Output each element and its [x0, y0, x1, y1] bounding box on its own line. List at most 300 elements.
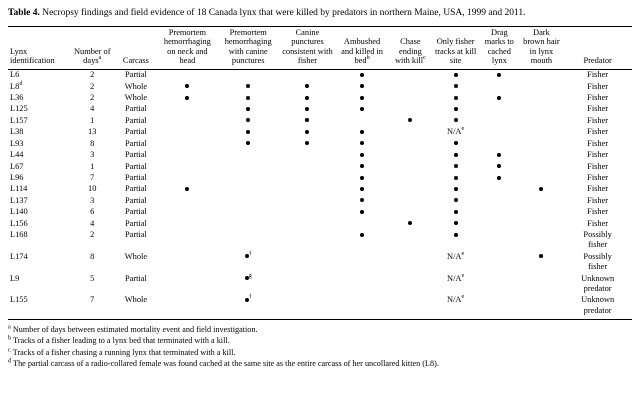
cell-predator: Unknown predator [581, 295, 615, 315]
evidence-dot [454, 84, 458, 88]
cell-premortem-canine [217, 127, 279, 138]
cell-carcass: Partial [124, 230, 147, 240]
evidence-dot [246, 118, 250, 122]
table-caption [8, 8, 632, 20]
table-caption-text: Necropsy findings and field evidence of 18 Canada lynx that were killed by predators in northern Maine, USA, 1999 and 2011. [42, 8, 526, 18]
table-caption-label: Table 4. [8, 8, 40, 18]
evidence-dot [497, 176, 501, 180]
cell-chase-kill [389, 115, 433, 126]
table-row [8, 251, 632, 273]
cell-chase-kill [389, 218, 433, 229]
cell-premortem-neck [158, 251, 217, 273]
cell-predator: Fisher [587, 161, 609, 171]
evidence-dot [246, 130, 250, 134]
cell-canine-fisher [279, 295, 335, 317]
table-row [8, 172, 632, 183]
cell-fisher-tracks [432, 69, 479, 81]
cell-days: 5 [90, 273, 95, 283]
cell-canine-fisher [279, 127, 335, 138]
evidence-dot [305, 141, 309, 145]
cell-dark-hair [520, 218, 564, 229]
cell-premortem-neck [158, 127, 217, 138]
cell-ambushed-bed [336, 207, 389, 218]
cell-days: 7 [90, 295, 95, 305]
cell-canine-fisher [279, 150, 335, 161]
table-row [8, 115, 632, 126]
necropsy-table [8, 26, 632, 317]
evidence-dot [497, 153, 501, 157]
footnote-b: $^b$ Tracks of a fisher leading to a lynx bed that terminated with a kill. [8, 335, 230, 346]
table-row [8, 92, 632, 103]
cell-ambushed-bed [336, 230, 389, 252]
table-row [8, 150, 632, 161]
cell-carcass: Whole [124, 295, 148, 305]
cell-premortem-neck [158, 172, 217, 183]
evidence-dot [360, 73, 364, 77]
cell-fisher-tracks [432, 138, 479, 149]
cell-dark-hair [520, 150, 564, 161]
cell-canine-fisher [279, 230, 335, 252]
cell-carcass: Partial [124, 127, 147, 137]
cell-canine-fisher [279, 207, 335, 218]
cell-premortem-neck [158, 195, 217, 206]
cell-premortem-neck [158, 69, 217, 81]
cell-canine-fisher [279, 92, 335, 103]
col-header-fisher-tracks: Only fisher tracks at kill site [434, 37, 477, 66]
cell-fisher-tracks: $N/A^e$ [447, 125, 465, 137]
cell-premortem-canine [217, 207, 279, 218]
cell-canine-fisher [279, 195, 335, 206]
table-row [8, 127, 632, 138]
col-header-chase-kill: Chase ending with kill$^c$ [394, 37, 426, 66]
cell-premortem-canine: g [217, 273, 279, 295]
cell-dark-hair [520, 115, 564, 126]
evidence-dot [360, 233, 364, 237]
evidence-dot [497, 96, 501, 100]
cell-predator: Fisher [587, 127, 609, 137]
cell-days: 1 [90, 115, 95, 125]
evidence-dot [360, 176, 364, 180]
cell-drag-marks [479, 92, 520, 103]
cell-carcass: Partial [124, 115, 147, 125]
evidence-dot [408, 221, 412, 225]
cell-premortem-neck [158, 273, 217, 295]
cell-fisher-tracks [432, 230, 479, 252]
table-header [8, 26, 632, 69]
cell-carcass: Whole [124, 251, 148, 261]
cell-days: 7 [90, 173, 95, 183]
cell-chase-kill [389, 207, 433, 218]
cell-chase-kill [389, 69, 433, 81]
evidence-dot [454, 118, 458, 122]
cell-drag-marks [479, 104, 520, 115]
cell-drag-marks [479, 218, 520, 229]
cell-days: 2 [90, 92, 95, 102]
cell-lynx-id: L114 [10, 184, 28, 194]
cell-carcass: Partial [124, 184, 147, 194]
cell-ambushed-bed [336, 92, 389, 103]
cell-chase-kill [389, 138, 433, 149]
cell-premortem-canine [217, 104, 279, 115]
cell-lynx-id: L6 [10, 70, 20, 80]
cell-carcass: Whole [124, 81, 148, 91]
cell-ambushed-bed [336, 273, 389, 295]
cell-ambushed-bed [336, 104, 389, 115]
evidence-dot [454, 210, 458, 214]
cell-carcass: Partial [124, 104, 147, 114]
col-header-premortem-canine: Premortem hemorrhaging with canine punctures [224, 27, 272, 66]
cell-carcass: Partial [124, 207, 147, 217]
cell-premortem-canine [217, 184, 279, 195]
cell-chase-kill [389, 230, 433, 252]
table-header-row [8, 26, 632, 69]
cell-lynx-id: L157 [10, 115, 28, 125]
cell-chase-kill [389, 184, 433, 195]
cell-drag-marks [479, 115, 520, 126]
evidence-dot [246, 141, 250, 145]
cell-ambushed-bed [336, 127, 389, 138]
cell-lynx-id: L8$^d$ [10, 79, 23, 91]
evidence-dot [454, 198, 458, 202]
evidence-dot [454, 164, 458, 168]
cell-carcass: Partial [124, 150, 147, 160]
cell-carcass: Partial [124, 70, 147, 80]
evidence-dot [360, 164, 364, 168]
table-row [8, 161, 632, 172]
cell-ambushed-bed [336, 161, 389, 172]
cell-dark-hair [520, 161, 564, 172]
cell-premortem-neck [158, 218, 217, 229]
cell-ambushed-bed [336, 69, 389, 81]
evidence-dot [360, 84, 364, 88]
cell-fisher-tracks [432, 81, 479, 92]
cell-chase-kill [389, 150, 433, 161]
cell-ambushed-bed [336, 295, 389, 317]
cell-canine-fisher [279, 172, 335, 183]
cell-ambushed-bed [336, 195, 389, 206]
cell-premortem-canine [217, 69, 279, 81]
cell-lynx-id: L156 [10, 218, 28, 228]
evidence-dot [305, 107, 309, 111]
cell-lynx-id: L168 [10, 230, 28, 240]
cell-days: 4 [90, 218, 95, 228]
evidence-dot [454, 96, 458, 100]
evidence-dot [454, 176, 458, 180]
cell-premortem-neck [158, 81, 217, 92]
cell-fisher-tracks [432, 92, 479, 103]
cell-chase-kill [389, 172, 433, 183]
col-header-dark-hair: Dark brown hair in lynx mouth [523, 27, 560, 66]
cell-days: 2 [90, 230, 95, 240]
cell-drag-marks [479, 161, 520, 172]
cell-premortem-neck [158, 207, 217, 218]
cell-carcass: Whole [124, 92, 148, 102]
evidence-dot [454, 73, 458, 77]
cell-canine-fisher [279, 104, 335, 115]
cell-chase-kill [389, 251, 433, 273]
col-header-days-sup: a [98, 54, 102, 62]
cell-carcass: Partial [124, 218, 147, 228]
evidence-dot [185, 84, 189, 88]
cell-days: 10 [88, 184, 97, 194]
table-row [8, 138, 632, 149]
cell-predator: Possibly fisher [583, 251, 612, 272]
cell-chase-kill [389, 92, 433, 103]
cell-drag-marks [479, 295, 520, 317]
cell-predator: Fisher [587, 173, 609, 183]
evidence-dot [360, 96, 364, 100]
cell-chase-kill [389, 295, 433, 317]
cell-drag-marks [479, 172, 520, 183]
footnote-a: $^a$ Number of days between estimated mortality event and field investigation. [8, 324, 258, 335]
cell-fisher-tracks: $N/A^e$ [447, 293, 465, 305]
table-footnotes [8, 324, 632, 368]
cell-premortem-neck [158, 138, 217, 149]
cell-dark-hair [520, 184, 564, 195]
cell-drag-marks [479, 184, 520, 195]
cell-dark-hair [520, 273, 564, 295]
cell-drag-marks [479, 251, 520, 273]
cell-premortem-neck [158, 184, 217, 195]
cell-dark-hair [520, 127, 564, 138]
cell-premortem-canine: f [217, 295, 279, 317]
cell-days: 3 [90, 150, 95, 160]
evidence-dot [408, 118, 412, 122]
cell-lynx-id: L93 [10, 138, 24, 148]
evidence-dot [360, 107, 364, 111]
cell-carcass: Partial [124, 161, 147, 171]
cell-premortem-canine [217, 172, 279, 183]
cell-chase-kill [389, 127, 433, 138]
evidence-dot [360, 130, 364, 134]
cell-carcass: Partial [124, 173, 147, 183]
col-header-carcass: Carcass [122, 56, 149, 66]
cell-premortem-neck [158, 92, 217, 103]
evidence-dot [360, 187, 364, 191]
col-header-drag-marks: Drag marks to cached lynx [484, 27, 514, 66]
evidence-dot [454, 187, 458, 191]
cell-chase-kill [389, 104, 433, 115]
cell-premortem-canine [217, 92, 279, 103]
cell-drag-marks [479, 69, 520, 81]
cell-lynx-id: L155 [10, 295, 28, 305]
cell-chase-kill [389, 195, 433, 206]
cell-dark-hair [520, 138, 564, 149]
col-header-predator: Predator [583, 56, 612, 66]
cell-drag-marks [479, 81, 520, 92]
cell-ambushed-bed [336, 184, 389, 195]
cell-canine-fisher [279, 69, 335, 81]
evidence-dot [497, 164, 501, 168]
cell-days: 2 [90, 81, 95, 91]
cell-predator: Fisher [587, 218, 609, 228]
cell-lynx-id: L137 [10, 195, 28, 205]
evidence-dot [360, 210, 364, 214]
table-bottom-rule [8, 318, 632, 320]
cell-canine-fisher [279, 138, 335, 149]
cell-fisher-tracks [432, 184, 479, 195]
evidence-dot [305, 84, 309, 88]
cell-dark-hair [520, 172, 564, 183]
table-row [8, 195, 632, 206]
cell-fisher-tracks [432, 161, 479, 172]
evidence-dot [454, 153, 458, 157]
cell-dark-hair [520, 69, 564, 81]
evidence-dot [305, 130, 309, 134]
cell-premortem-neck [158, 161, 217, 172]
cell-premortem-canine [217, 195, 279, 206]
table-row [8, 207, 632, 218]
cell-drag-marks [479, 138, 520, 149]
cell-predator: Fisher [587, 195, 609, 205]
cell-ambushed-bed [336, 81, 389, 92]
cell-dark-hair [520, 104, 564, 115]
cell-fisher-tracks [432, 104, 479, 115]
cell-dark-hair [520, 251, 564, 273]
cell-premortem-neck [158, 150, 217, 161]
cell-predator: Possibly fisher [583, 230, 612, 250]
evidence-dot [185, 187, 189, 191]
cell-lynx-id: L36 [10, 92, 24, 102]
cell-dark-hair [520, 230, 564, 252]
cell-lynx-id: L174 [10, 251, 28, 261]
col-header-ambushed-sup: b [366, 54, 370, 62]
table-row [8, 230, 632, 252]
cell-lynx-id: L38 [10, 127, 24, 137]
cell-fisher-tracks [432, 115, 479, 126]
cell-drag-marks [479, 127, 520, 138]
table-row [8, 295, 632, 317]
evidence-dot [360, 198, 364, 202]
cell-carcass: Partial [124, 138, 147, 148]
col-header-days: Number of days$^a$ [73, 46, 111, 66]
col-header-ambushed-bed: Ambushed and killed in bed$^b$ [341, 37, 383, 66]
evidence-dot [246, 84, 250, 88]
cell-predator: Fisher [587, 81, 609, 91]
cell-drag-marks [479, 230, 520, 252]
table-row [8, 69, 632, 81]
evidence-dot [539, 187, 543, 191]
cell-lynx-id: L44 [10, 150, 24, 160]
cell-days: 6 [90, 207, 95, 217]
evidence-dot [454, 233, 458, 237]
cell-predator: Fisher [587, 104, 609, 114]
cell-chase-kill [389, 273, 433, 295]
evidence-dot [185, 96, 189, 100]
table-row [8, 104, 632, 115]
evidence-dot [360, 141, 364, 145]
cell-fisher-tracks: $N/A^e$ [447, 250, 465, 261]
cell-lynx-id: L9 [10, 273, 20, 283]
evidence-dot [246, 96, 250, 100]
cell-days: 8 [90, 138, 95, 148]
cell-canine-fisher [279, 161, 335, 172]
cell-ambushed-bed [336, 138, 389, 149]
cell-drag-marks [479, 273, 520, 295]
table-row [8, 184, 632, 195]
cell-chase-kill [389, 81, 433, 92]
cell-fisher-tracks [432, 150, 479, 161]
cell-ambushed-bed [336, 172, 389, 183]
cell-predator: Fisher [587, 184, 609, 194]
cell-canine-fisher [279, 218, 335, 229]
cell-predator: Fisher [587, 115, 609, 125]
cell-canine-fisher [279, 115, 335, 126]
table-row [8, 81, 632, 92]
cell-carcass: Partial [124, 273, 147, 283]
evidence-dot [454, 141, 458, 145]
cell-days: 3 [90, 195, 95, 205]
cell-days: 1 [90, 161, 95, 171]
cell-lynx-id: L67 [10, 161, 24, 171]
cell-premortem-canine [217, 150, 279, 161]
cell-predator: Fisher [587, 92, 609, 102]
cell-fisher-tracks [432, 218, 479, 229]
table-row [8, 273, 632, 295]
cell-lynx-id: L96 [10, 173, 24, 183]
cell-drag-marks [479, 207, 520, 218]
cell-predator: Fisher [587, 207, 609, 217]
cell-premortem-canine [217, 115, 279, 126]
cell-canine-fisher [279, 251, 335, 273]
cell-premortem-canine [217, 218, 279, 229]
cell-canine-fisher [279, 81, 335, 92]
cell-dark-hair [520, 207, 564, 218]
cell-drag-marks [479, 195, 520, 206]
cell-canine-fisher [279, 184, 335, 195]
cell-premortem-canine [217, 230, 279, 252]
evidence-dot [305, 118, 309, 122]
cell-days: 4 [90, 104, 95, 114]
evidence-dot [305, 96, 309, 100]
cell-ambushed-bed [336, 115, 389, 126]
cell-premortem-neck [158, 295, 217, 317]
cell-dark-hair [520, 295, 564, 317]
cell-lynx-id: L125 [10, 104, 28, 114]
cell-lynx-id: L140 [10, 207, 28, 217]
evidence-dot [360, 153, 364, 157]
col-header-canine-fisher: Canine punctures consistent with fisher [282, 27, 333, 66]
cell-premortem-canine [217, 81, 279, 92]
cell-ambushed-bed [336, 251, 389, 273]
evidence-dot [246, 107, 250, 111]
cell-predator: Fisher [587, 70, 609, 80]
cell-ambushed-bed [336, 150, 389, 161]
cell-dark-hair [520, 92, 564, 103]
col-header-lynx-id: Lynx identification [10, 46, 55, 66]
cell-premortem-neck [158, 230, 217, 252]
cell-premortem-neck [158, 115, 217, 126]
col-header-premortem-neck: Premortem hemorrhaging on neck and head [163, 27, 211, 66]
cell-chase-kill [389, 161, 433, 172]
evidence-dot [497, 73, 501, 77]
cell-days: 13 [88, 127, 97, 137]
cell-premortem-canine [217, 138, 279, 149]
cell-predator: Fisher [587, 150, 609, 160]
cell-canine-fisher [279, 273, 335, 295]
cell-ambushed-bed [336, 218, 389, 229]
evidence-dot [454, 221, 458, 225]
evidence-dot [539, 254, 543, 258]
cell-dark-hair [520, 81, 564, 92]
col-header-chase-sup: c [423, 54, 426, 62]
cell-fisher-tracks [432, 195, 479, 206]
cell-predator: Fisher [587, 138, 609, 148]
cell-drag-marks [479, 150, 520, 161]
cell-fisher-tracks: $N/A^e$ [447, 271, 465, 283]
cell-premortem-canine: f [217, 251, 279, 273]
table-body [8, 69, 632, 316]
